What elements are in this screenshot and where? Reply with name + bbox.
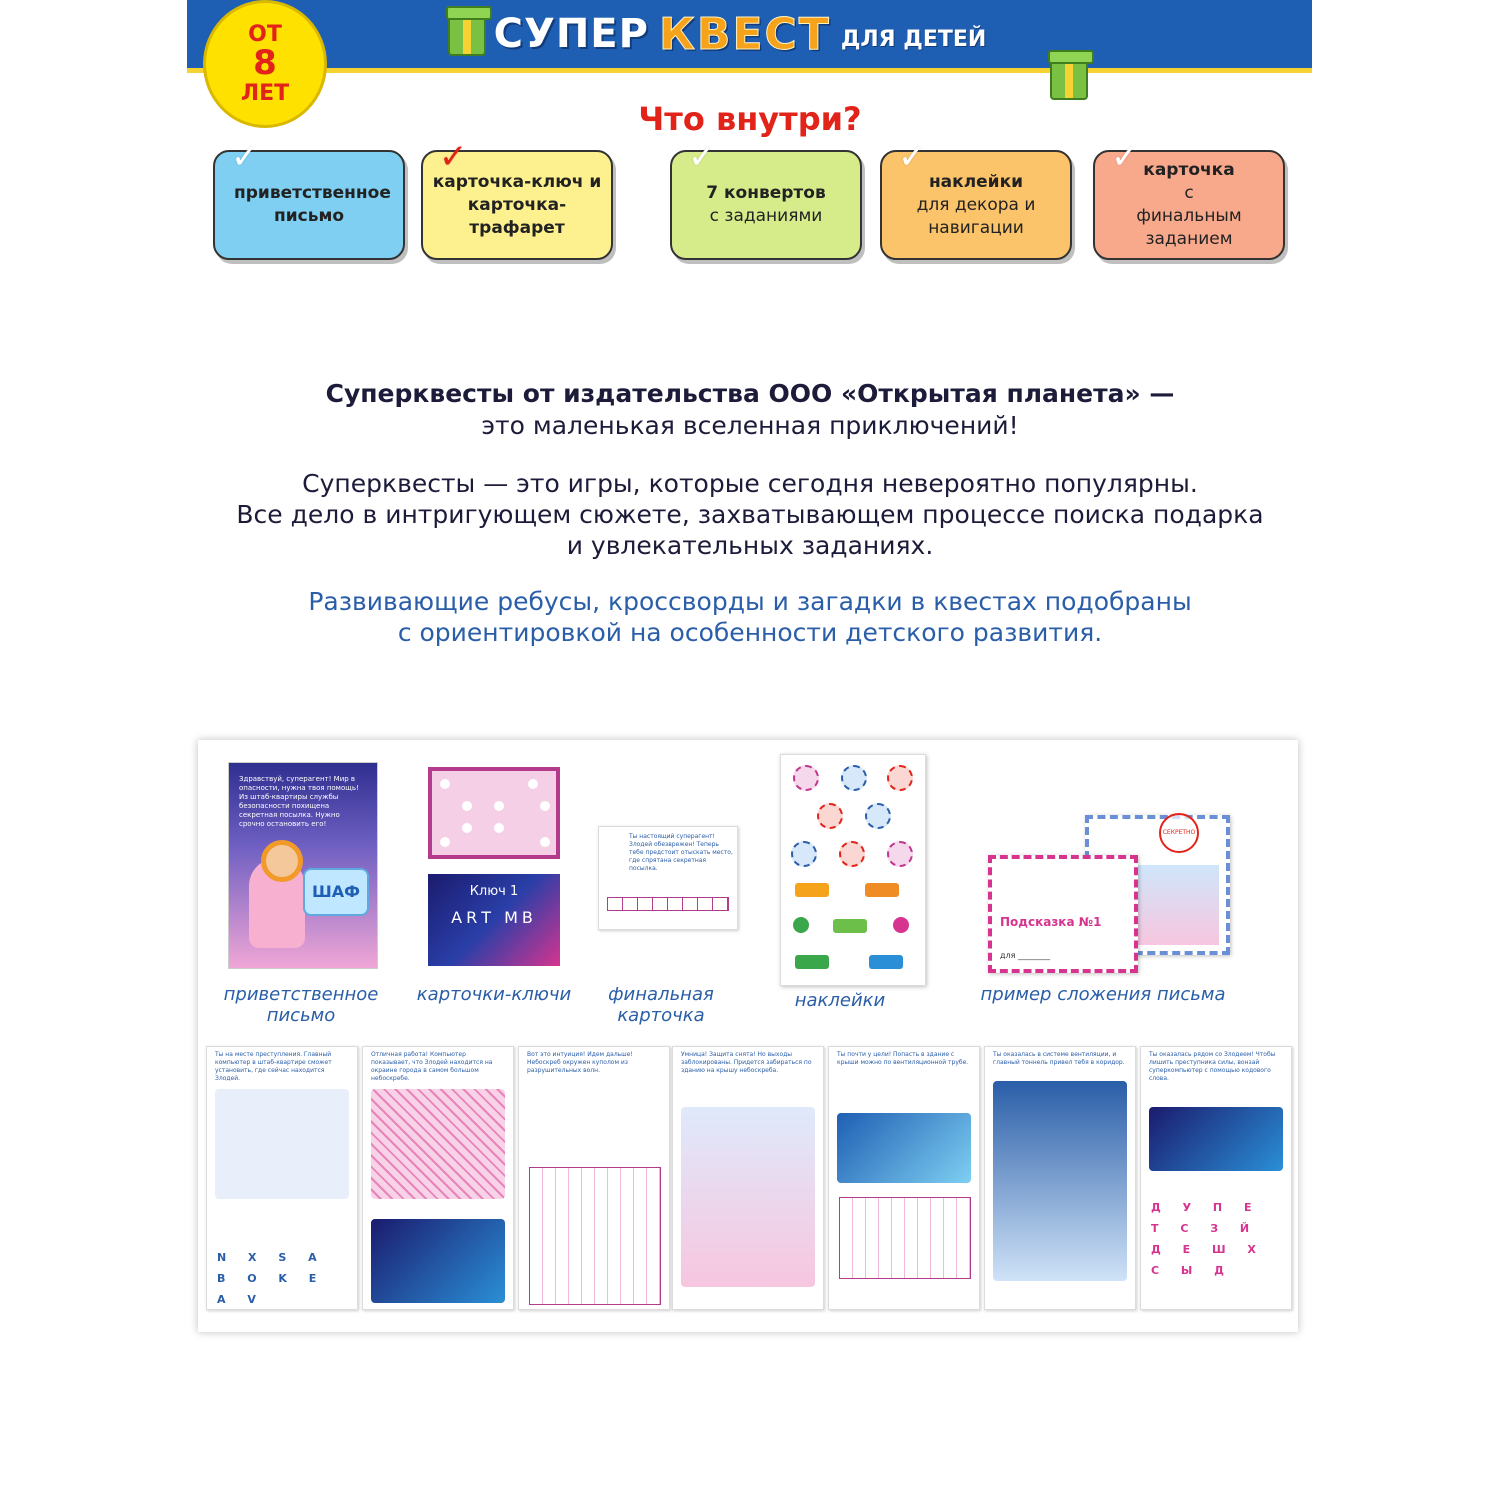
stencil-hole (462, 801, 472, 811)
computer-illustration (1149, 1107, 1283, 1171)
task-card-6 (984, 1046, 1136, 1310)
envelope-hint-title: Подсказка №1 (1000, 915, 1102, 929)
final-card-text: Ты настоящий суперагент! Злодей обезврежен! Теперь тебе предстоит отыскать место, где спрятана секретная посылка. (629, 833, 733, 872)
task-text: Ты оказалась рядом со Злодеем! Чтобы лишить преступника силы, вонзай суперкомпьютер с помощью кодового слова. (1149, 1051, 1276, 1082)
arrow-sticker (865, 883, 899, 897)
card-bold-text: карточка (1143, 160, 1235, 180)
sticker-badge (839, 841, 865, 867)
check-icon: ✓ (1111, 137, 1140, 177)
age-years: ЛЕТ (240, 80, 290, 106)
task-text: Отличная работа! Компьютер показывает, что Злодей находится на окраине города в самом большом небоскребе. (371, 1051, 493, 1082)
stencil-hole (494, 823, 504, 833)
task-text: Ты почти у цели! Попасть в здание с крыши можно по вентиляционной трубе. (837, 1051, 969, 1066)
check-icon: ✓ (688, 137, 717, 177)
card-bold-text: 7 конвертов (706, 183, 826, 203)
age-badge (203, 0, 327, 128)
paragraph-line: и увлекательных заданиях. (566, 531, 934, 560)
intro-bold: Суперквесты от издательства ООО «Открытая планета» — (325, 379, 1175, 408)
sticker-badge (791, 841, 817, 867)
task-text: Ты на месте преступления. Главный компьютер в штаб-квартире сможет установить, где сейчас находится Злодей. (215, 1051, 332, 1082)
product-title (380, 6, 1100, 62)
task-card-3 (518, 1046, 670, 1310)
feature-card-stickers (880, 137, 1072, 260)
title-part-kids: ДЛЯ ДЕТЕЙ (840, 26, 987, 52)
task-card-2 (362, 1046, 514, 1310)
gift-icon (1050, 56, 1088, 100)
title-part-kvest: КВЕСТ (658, 8, 831, 60)
caption-keys: карточки-ключи (416, 984, 572, 1005)
key-card-image (428, 874, 560, 966)
agent-girl-illustration (249, 858, 305, 948)
card-text: с финальным заданием (1136, 183, 1242, 249)
arrow-sticker (795, 883, 829, 897)
drone-illustration (371, 1219, 505, 1303)
secret-stamp: СЕКРЕТНО (1159, 813, 1199, 853)
sticker-badge (817, 803, 843, 829)
title-part-super: СУПЕР (493, 11, 649, 57)
answer-grid (839, 1197, 971, 1279)
letter-text: Здравствуй, суперагент! Мир в опасности, нужна твоя помощь! Из штаб-квартиры службы безопасности похищена секретная посылка. Нужно срочно остановить его! (239, 775, 359, 828)
task-card-1 (206, 1046, 358, 1310)
key-card-letters: ΑRΤ МВ (451, 908, 537, 927)
maze-illustration (371, 1089, 505, 1199)
task-illustration (215, 1089, 349, 1199)
arrow-sticker (795, 955, 829, 969)
whats-inside-heading: Что внутри? (638, 100, 862, 138)
age-from: ОТ (248, 22, 282, 48)
task-card-4 (672, 1046, 824, 1310)
feature-card-envelopes (670, 137, 862, 260)
age-number: 8 (253, 43, 277, 84)
sticker-badge (793, 765, 819, 791)
caption-letter: приветственное письмо (223, 984, 379, 1026)
check-icon: ✓ (231, 137, 260, 177)
letter-grid: Д У П Е Т С З Й Д Е Ш Х С Ы Д (1151, 1201, 1265, 1277)
intro-line2: это маленькая вселенная приключений! (481, 411, 1019, 440)
stencil-hole (540, 801, 550, 811)
paragraph-line: Все дело в интригующем сюжете, захватывающем процессе поиска подарка (236, 500, 1264, 529)
arrow-sticker (869, 955, 903, 969)
intro-paragraph (150, 378, 1350, 442)
paragraph-line: Развивающие ребусы, кроссворды и загадки в квестах подобраны (308, 587, 1192, 616)
stencil-hole (540, 837, 550, 847)
rebus-bubble: ШАФ (303, 868, 369, 916)
stencil-hole (440, 779, 450, 789)
stencil-card-image (428, 767, 560, 859)
check-icon: ✓ (439, 137, 468, 177)
agents-illustration (993, 1081, 1127, 1281)
task-text: Ты оказалась в системе вентиляции, и главный тоннель привел тебя в коридор. (993, 1051, 1125, 1066)
arrow-sticker (833, 919, 867, 933)
card-text: с заданиями (709, 206, 823, 226)
caption-final: финальная карточка (608, 984, 714, 1026)
paragraph-line: с ориентировкой на особенности детского развития. (397, 618, 1103, 647)
development-paragraph (150, 586, 1350, 648)
sticker-badge (865, 803, 891, 829)
envelope-front-image (988, 855, 1138, 973)
check-icon: ✓ (898, 137, 927, 177)
task-card-5 (828, 1046, 980, 1310)
final-card-image (598, 826, 738, 930)
final-card-answer-cells (607, 897, 729, 911)
sticker-badge (793, 917, 809, 933)
task-text: Вот это интуиция! Идем дальше! Небоскреб окружен куполом из разрушительных волн. (527, 1051, 633, 1074)
task-card-7 (1140, 1046, 1292, 1310)
welcome-letter-image (228, 762, 378, 969)
fan-illustration (837, 1113, 971, 1183)
caption-envelope: пример сложения письма (980, 984, 1226, 1005)
feature-card-key-card (421, 137, 613, 260)
popularity-paragraph (150, 468, 1350, 561)
stencil-hole (528, 779, 538, 789)
letter-grid: N X S A B O K E A V (217, 1251, 326, 1306)
task-text: Умница! Защита снята! Но выходы заблокированы. Придется забираться по зданию на крышу небоскреба. (681, 1051, 812, 1074)
envelope-for-line: для ________ (1000, 951, 1050, 960)
card-bold-text: карточка-ключ и карточка-трафарет (432, 171, 602, 238)
key-card-title: Ключ 1 (469, 884, 519, 899)
crossword-grid (529, 1167, 661, 1305)
stencil-hole (462, 823, 472, 833)
feature-card-welcome-letter (213, 137, 405, 260)
sticker-badge (893, 917, 909, 933)
paragraph-line: Суперквесты — это игры, которые сегодня невероятно популярны. (302, 469, 1198, 498)
caption-stickers: наклейки (794, 990, 886, 1011)
stencil-hole (494, 801, 504, 811)
skyscraper-illustration (681, 1107, 815, 1287)
sticker-badge (887, 765, 913, 791)
card-bold-text: приветственное письмо (234, 183, 391, 226)
sticker-badge (887, 841, 913, 867)
card-bold-text: наклейки (928, 171, 1024, 192)
sticker-badge (841, 765, 867, 791)
card-text: для декора и навигации (916, 194, 1036, 238)
sticker-sheet-image (780, 754, 926, 986)
feature-card-final (1093, 137, 1285, 260)
stencil-hole (440, 837, 450, 847)
